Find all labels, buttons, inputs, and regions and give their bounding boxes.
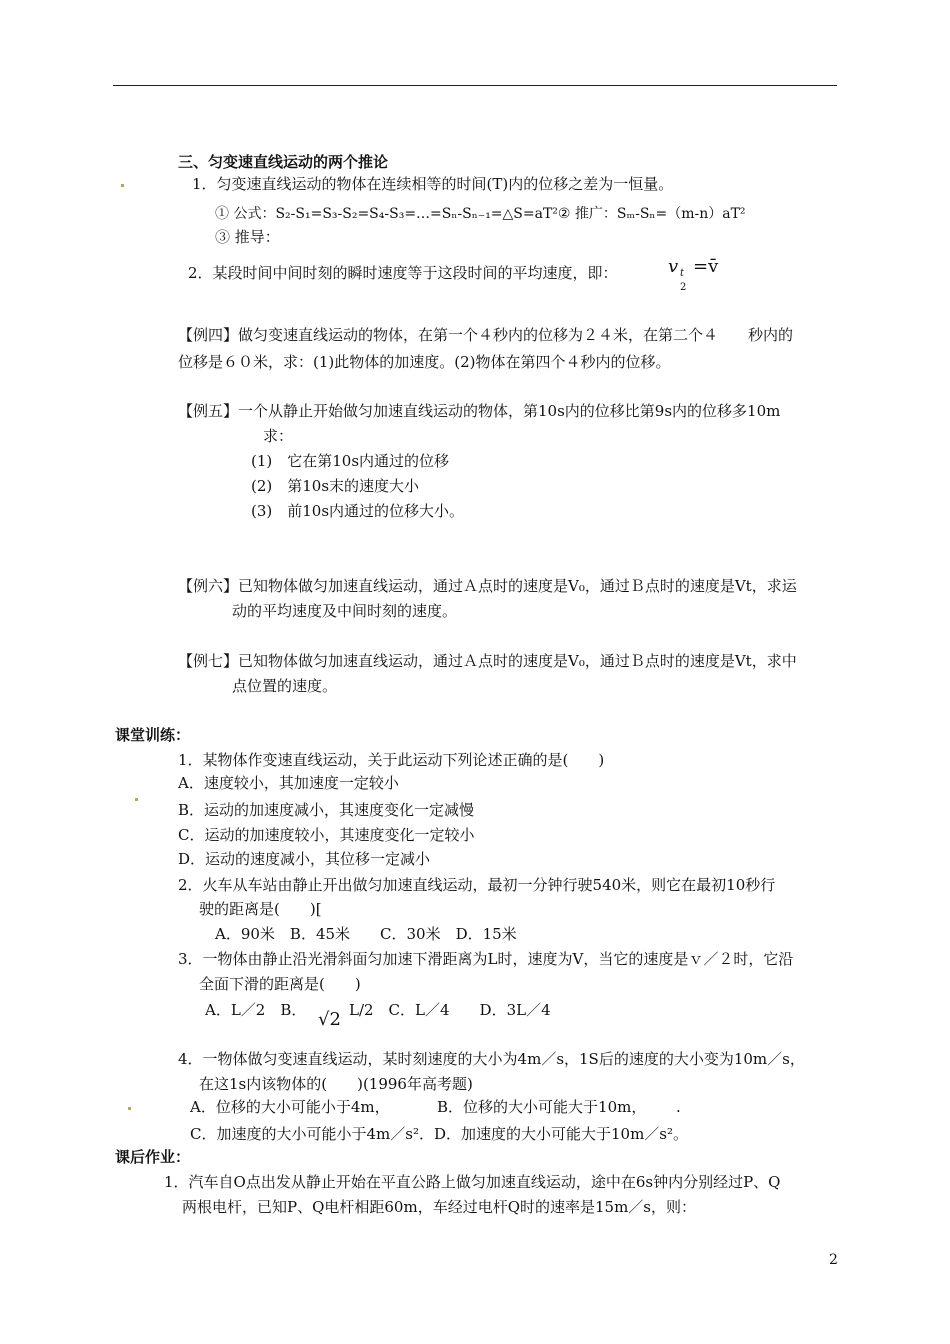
inference-2: 2．某段时间中间时刻的瞬时速度等于这段时间的平均速度，即： [188, 264, 618, 282]
practice-heading: 课堂训练： [115, 726, 191, 744]
practice-q1-option-c: C．运动的加速度较小，其速度变化一定较小 [178, 826, 475, 844]
practice-q1-option-a: A．速度较小，其加速度一定较小 [178, 774, 399, 792]
decorative-dot [135, 798, 138, 801]
inference-1-derivation: ③ 推导： [215, 228, 280, 246]
formula-2: 2 [680, 282, 687, 293]
sqrt-two: √2 [318, 1009, 341, 1030]
example-5-q2: (2) 第10s末的速度大小 [251, 477, 420, 495]
example-7-line1: 【例七】已知物体做匀加速直线运动，通过Ａ点时的速度是V₀，通过Ｂ点时的速度是Vt，求中 [178, 652, 797, 670]
example-4-line1: 【例四】做匀变速直线运动的物体，在第一个４秒内的位移为２４米，在第二个４ 秒内的 [178, 326, 794, 344]
example-6-line2: 动的平均速度及中间时刻的速度。 [232, 602, 458, 620]
example-5-line1: 【例五】一个从静止开始做匀加速直线运动的物体，第10s内的位移比第9s内的位移多10m [178, 402, 781, 420]
homework-q1-line2: 两根电杆，已知P、Q电杆相距60m，车经过电杆Q时的速率是15m／s，则： [182, 1198, 697, 1216]
practice-q4-line1: 4．一物体做匀变速直线运动，某时刻速度的大小为4m／s，1S后的速度的大小变为10m／s， [178, 1050, 805, 1068]
formula-t: t [680, 268, 685, 279]
example-7-line2: 点位置的速度。 [232, 677, 338, 695]
example-5-q1: (1) 它在第10s内通过的位移 [251, 452, 450, 470]
practice-q2-line2: 驶的距离是( )[ [199, 900, 322, 918]
practice-q4-option-cd: C．加速度的大小可能小于4m／s²．D．加速度的大小可能大于10m／s²。 [190, 1125, 689, 1143]
practice-q3-line2: 全面下滑的距离是( ) [199, 975, 361, 993]
practice-q3-option-ab: A．L／2 B． [205, 1001, 307, 1019]
practice-q3-line1: 3．一物体由静止沿光滑斜面匀加速下滑距离为L时，速度为V，当它的速度是ｖ／２时，它沿 [178, 950, 794, 968]
practice-q3-option-rest: L/2 C．L／4 D．3L／4 [349, 1001, 551, 1019]
stray-dot: . [676, 1098, 681, 1116]
formula-v: v [668, 256, 679, 277]
section-heading: 三、匀变速直线运动的两个推论 [178, 153, 389, 171]
practice-q4-option-a: A．位移的大小可能小于4m， [190, 1098, 390, 1116]
decorative-dot [121, 184, 124, 187]
practice-q2-line1: 2．火车从车站由静止开出做匀加速直线运动，最初一分钟行驶540米，则它在最初10秒行 [178, 876, 776, 894]
practice-q1-option-b: B．运动的加速度减小，其速度变化一定减慢 [178, 801, 475, 819]
example-5-q3: (3) 前10s内通过的位移大小。 [251, 502, 465, 520]
practice-q1-option-d: D．运动的速度减小，其位移一定减小 [178, 850, 431, 868]
practice-q4-line2: 在这1s内该物体的( )(1996年高考题) [199, 1075, 473, 1093]
example-5-line2: 求： [263, 427, 294, 445]
homework-q1-line1: 1．汽车自O点出发从静止开始在平直公路上做匀加速直线运动，途中在6s钟内分别经过P、Q [164, 1173, 781, 1191]
inference-1: 1．匀变速直线运动的物体在连续相等的时间(T)内的位移之差为一恒量。 [192, 175, 674, 193]
practice-q4-option-b: B．位移的大小可能大于10m， [437, 1098, 647, 1116]
practice-q2-options: A．90米 B．45米 C．30米 D．15米 [215, 925, 517, 943]
practice-q1: 1．某物体作变速直线运动，关于此运动下列论述正确的是( ) [178, 751, 605, 769]
inference-1-formula: ① 公式：S₂-S₁=S₃-S₂=S₄-S₃=…=Sₙ-Sₙ₋₁=△S=aT²② 推广：Sₘ-Sₙ=（m-n）aT² [215, 206, 746, 222]
decorative-dot [128, 1107, 131, 1110]
example-4-line2: 位移是６０米，求：(1)此物体的加速度。(2)物体在第四个４秒内的位移。 [178, 353, 671, 371]
homework-heading: 课后作业： [115, 1148, 191, 1166]
example-6-line1: 【例六】已知物体做匀加速直线运动，通过Ａ点时的速度是V₀，通过Ｂ点时的速度是Vt，求运 [178, 577, 797, 595]
page-number: 2 [829, 1252, 838, 1268]
header-rule [113, 85, 837, 86]
formula-rhs: =v̄ [693, 256, 719, 277]
